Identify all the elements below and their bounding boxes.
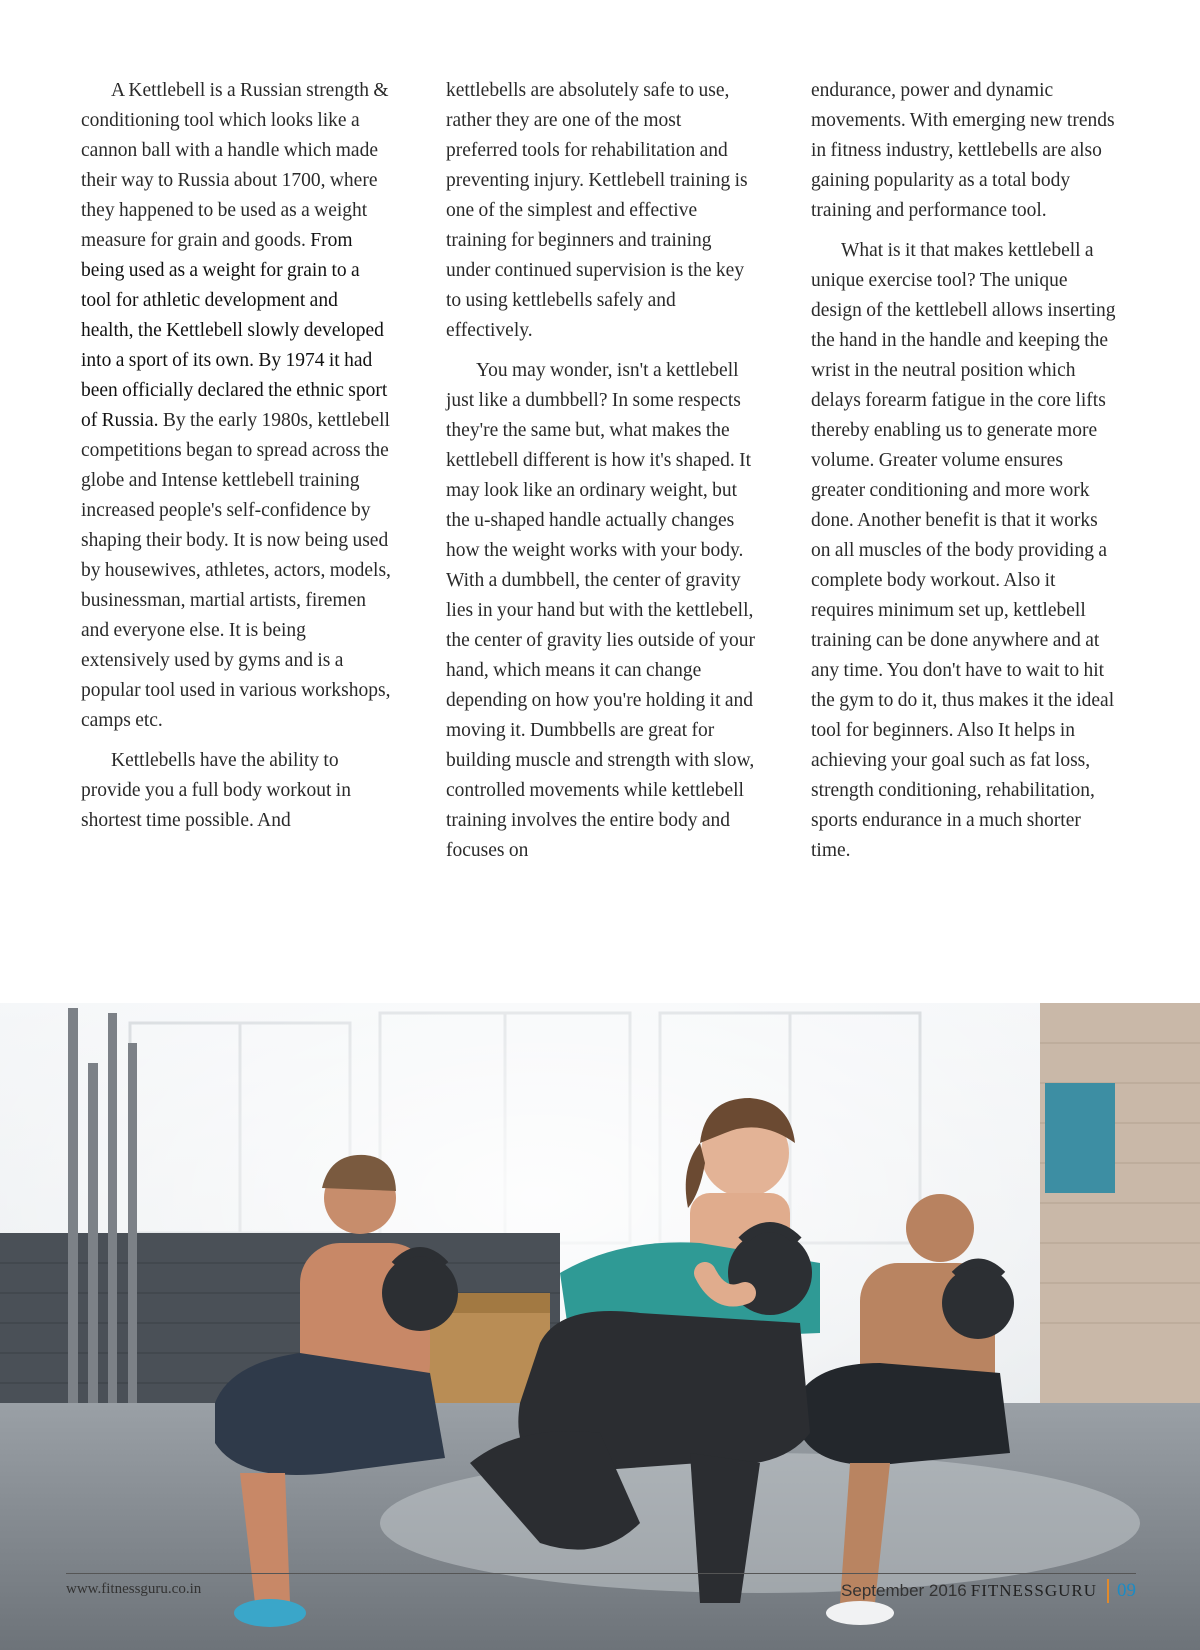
column-1 [81, 76, 391, 866]
issue-date: September 2016 [841, 1581, 967, 1600]
paragraph: endurance, power and dynamic movements. With emerging new trends in fitness industry, kettlebells are also gaining popularity as a total body training and performance tool. [811, 80, 1115, 221]
paragraph: You may wonder, isn't a kettlebell just like a dumbbell? In some respects they're the same but, what makes the kettlebell different is how it's shaped. It may look like an ordinary weight, but the u-shaped handle actually changes how the weight works with your body. With a dumbbell, the center of gravity lies in your hand but with the kettlebell, the center of gravity lies outside of your hand, which means it can change depending on how you're holding it and moving it. Dumbbells are great for building muscle and strength with slow, controlled movements while kettlebell training involves the entire body and focuses on [446, 360, 755, 861]
paragraph: What is it that makes kettlebell a unique exercise tool? The unique design of the kettlebell allows inserting the hand in the handle and keeping the wrist in the neutral position which delays forearm fatigue in the core lifts thereby enabling us to generate more volume. Greater volume ensures greater conditioning and more work done. Another benefit is that it works on all muscles of the body providing a complete body workout. Also it requires minimum set up, kettlebell training can be done anywhere and at any time. You don't have to wait to hit the gym to do it, thus makes it the ideal tool for beginners. Also It helps in achieving your goal such as fat loss, strength conditioning, rehabilitation, sports endurance in a much shorter time. [811, 240, 1116, 861]
paragraph: kettlebells are absolutely safe to use, rather they are one of the most preferred tools for rehabilitation and preventing injury. Kettlebell training is one of the simplest and effective training for beginners and training under continued supervision is the key to using kettlebells safely and effectively. [446, 80, 748, 341]
page-footer [66, 1573, 1136, 1603]
footer-divider [1107, 1579, 1109, 1603]
gym-photo [0, 1003, 1200, 1650]
page-number: 09 [1117, 1580, 1136, 1601]
magazine-name: FITNESSGURU [970, 1581, 1097, 1600]
text-run: A Kettlebell is a Russian strength & conditioning tool which looks like a cannon ball with a handle which made their way to Russia about 1700, where they happened to be used as a weight measure for grain and goods. [81, 80, 389, 251]
article-columns [81, 76, 1121, 866]
footer-right [841, 1579, 1136, 1603]
footer-rule [66, 1573, 1136, 1574]
footer-url[interactable]: www.fitnessguru.co.in [66, 1581, 202, 1597]
paragraph: Kettlebells have the ability to provide you a full body workout in shortest time possible. And [81, 750, 351, 831]
column-2 [446, 76, 756, 866]
text-run: By the early 1980s, kettlebell competitions began to spread across the globe and Intense kettlebell training increased people's self-confidence by shaping their body. It is now being used by housewives, athletes, actors, models, businessman, martial artists, firemen and everyone else. It is being extensively used by gyms and is a popular tool used in various workshops, camps etc. [81, 410, 391, 731]
kettlebell-squat-illustration [0, 1003, 1200, 1650]
highlight-text: From being used as a weight for grain to a tool for athletic development and health, the Kettlebell slowly developed into a sport of its own. By 1974 it had been officially declared the ethnic sport of Russia. [81, 230, 388, 431]
column-3 [811, 76, 1121, 866]
paragraph [81, 76, 391, 736]
